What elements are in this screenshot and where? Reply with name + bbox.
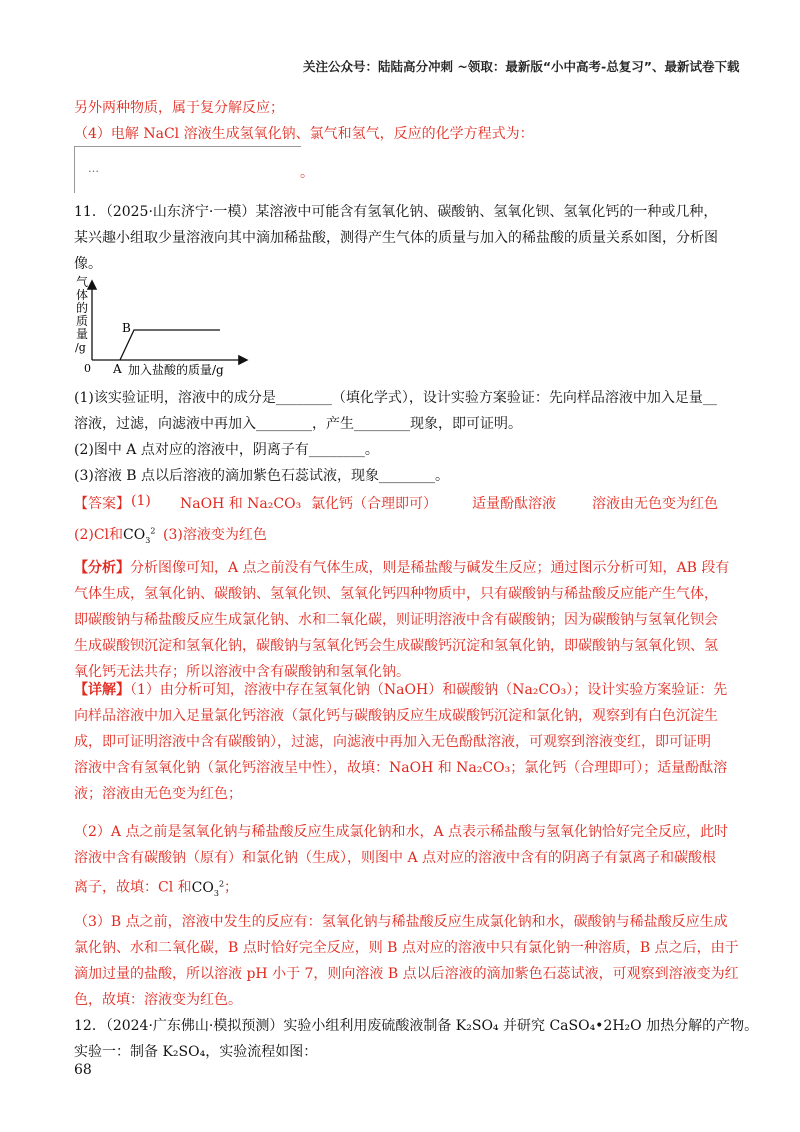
detail-line: 液；溶液由无色变为红色； bbox=[74, 786, 242, 802]
question-12-line: 12．（2024·广东佛山·模拟预测）实验小组利用废硫酸液制备 K₂SO₄ 并研究 CaSO₄•2H₂O 加热分解的产物。 bbox=[74, 1018, 759, 1034]
carbonate-ion: $CO_3^2$ bbox=[123, 526, 156, 545]
text-line: （4）电解 NaCl 溶液生成氢氧化钠、氯气和氢气，反应的化学方程式为： bbox=[74, 126, 534, 142]
analysis-line: 即碳酸钠与稀盐酸反应生成氯化钠、水和二氧化碳，则证明溶液中含有碳酸钠；因为碳酸钠与氢氧化钡会 bbox=[74, 612, 718, 628]
answer-2: (2)Cl和$CO_3^2$ bbox=[74, 526, 156, 545]
answer-box-end: 。 bbox=[300, 165, 314, 181]
text-line: 另外两种物质，属于复分解反应； bbox=[74, 100, 284, 116]
question-11-line: 像。 bbox=[74, 256, 102, 272]
x-axis-label: 加入盐酸的质量/g bbox=[128, 363, 224, 377]
detail-line: 氯化钠、水和二氧化碳，B 点时恰好完全反应，则 B 点对应的溶液中只有氯化钠一种溶质，B 点之后，由于 bbox=[74, 940, 739, 956]
question-12-line: 实验一：制备 K₂SO₄，实验流程如图： bbox=[74, 1044, 318, 1060]
answer-1-phenomenon: 溶液由无色变为红色 bbox=[592, 496, 718, 512]
detail-line: 【详解】（1）由分析可知，溶液中存在氢氧化钠（NaOH）和碳酸钠（Na₂CO₃）；设计实验方案验证：先 bbox=[74, 682, 728, 698]
question-11-sub: (3)溶液 B 点以后溶液的滴加紫色石蕊试液，现象________。 bbox=[74, 468, 450, 484]
answer-1-label: (1) bbox=[131, 493, 151, 509]
answer-1-formula: NaOH 和 Na₂CO₃ bbox=[180, 496, 302, 512]
question-11-sub: (1)该实验证明，溶液中的成分是________（填化学式），设计实验方案验证：先向样品溶液中加入足量__ bbox=[74, 390, 717, 406]
y-label-char: 质 bbox=[76, 314, 89, 328]
page-number: 68 bbox=[74, 1062, 92, 1078]
question-11-line: 11．（2025·山东济宁·一模）某溶液中可能含有氢氧化钠、碳酸钠、氢氧化钡、氢氧化钙的一种或几种， bbox=[74, 204, 718, 220]
analysis-line: 【分析】分析图像可知，A 点之前没有气体生成，则是稀盐酸与碱发生反应；通过图示分析可知，AB 段有 bbox=[74, 560, 730, 576]
point-a-label: A bbox=[113, 362, 122, 376]
detail-line: 色，故填：溶液变为红色。 bbox=[74, 992, 242, 1008]
carbonate-ion: $CO_3^2$ bbox=[191, 879, 225, 898]
detail-line: （3）B 点之前，溶液中发生的反应有：氢氧化钠与稀盐酸反应生成氯化钠和水，碳酸钠与稀盐酸反应生成 bbox=[74, 914, 728, 930]
detail-line: 离子，故填：Cl 和$CO_3^2$； bbox=[74, 879, 239, 898]
answer-1-indicator: 适量酚酞溶液 bbox=[472, 496, 556, 512]
graph-line bbox=[120, 330, 220, 360]
y-label-char: 的 bbox=[76, 301, 89, 315]
detail-line: （2）A 点之前是氢氧化钠与稀盐酸反应生成氯化钠和水，A 点表示稀盐酸与氢氧化钠恰好完全反应，此时 bbox=[74, 824, 729, 840]
y-label-char: 气 bbox=[76, 275, 89, 289]
question-11-sub: (2)图中 A 点对应的溶液中，阴离子有________。 bbox=[74, 442, 379, 458]
gas-mass-graph bbox=[70, 274, 260, 380]
answer-tag: 【答案】 bbox=[74, 496, 130, 512]
analysis-line: 气体生成，氢氧化钠、碳酸钠、氢氧化钡、氢氧化钙四种物质中，只有碳酸钠与稀盐酸反应能产生气体， bbox=[74, 586, 718, 602]
analysis-line: 生成碳酸钡沉淀和氢氧化钠，碳酸钠与氢氧化钙会生成碳酸钙沉淀和氢氧化钠，即碳酸钠与氢氧化钡、氢 bbox=[74, 638, 718, 654]
y-label-char: 体 bbox=[76, 288, 89, 302]
origin-label: 0 bbox=[84, 362, 91, 375]
detail-line: 成，即可证明溶液中含有碳酸钠），过滤，向滤液中再加入无色酚酞溶液，可观察到溶液变红，即可证明 bbox=[74, 734, 711, 750]
y-label-char: 量 bbox=[76, 327, 89, 341]
page-header: 关注公众号：陆陆高分冲刺 ~领取：最新版“小中高考-总复习”、最新试卷下载 bbox=[303, 59, 740, 74]
answer-3: (3)溶液变为红色 bbox=[163, 527, 267, 543]
question-11-line: 某兴趣小组取少量溶液向其中滴加稀盐酸，测得产生气体的质量与加入的稀盐酸的质量关系如图，分析图 bbox=[74, 230, 718, 246]
point-b-label: B bbox=[122, 321, 131, 335]
detail-line: 滴加过量的盐酸，所以溶液 pH 小于 7，则向溶液 B 点以后溶液的滴加紫色石蕊试液，可观察到溶液变为红 bbox=[74, 966, 739, 982]
analysis-line: 氧化钙无法共存；所以溶液中含有碳酸钠和氢氧化钠。 bbox=[74, 664, 410, 680]
y-label-char: /g bbox=[75, 341, 86, 354]
detail-line: 向样品溶液中加入足量氯化钙溶液（氯化钙与碳酸钠反应生成碳酸钙沉淀和氯化钠，观察到有白色沉淀生 bbox=[74, 708, 718, 724]
question-11-sub: 溶液，过滤，向滤液中再加入________，产生________现象，即可证明。 bbox=[74, 416, 522, 432]
answer-box-dots: … bbox=[88, 162, 99, 175]
detail-line: 溶液中含有氢氧化钠（氯化钙溶液呈中性），故填：NaOH 和 Na₂CO₃；氯化钙（合理即可）；适量酚酞溶 bbox=[74, 760, 728, 776]
detail-line: 溶液中含有碳酸钠（原有）和氯化钠（生成），则图中 A 点对应的溶液中含有的阴离子有氯离子和碳酸根 bbox=[74, 850, 717, 866]
answer-1-reagent: 氯化钙（合理即可） bbox=[311, 496, 437, 512]
answer-box bbox=[74, 146, 301, 193]
